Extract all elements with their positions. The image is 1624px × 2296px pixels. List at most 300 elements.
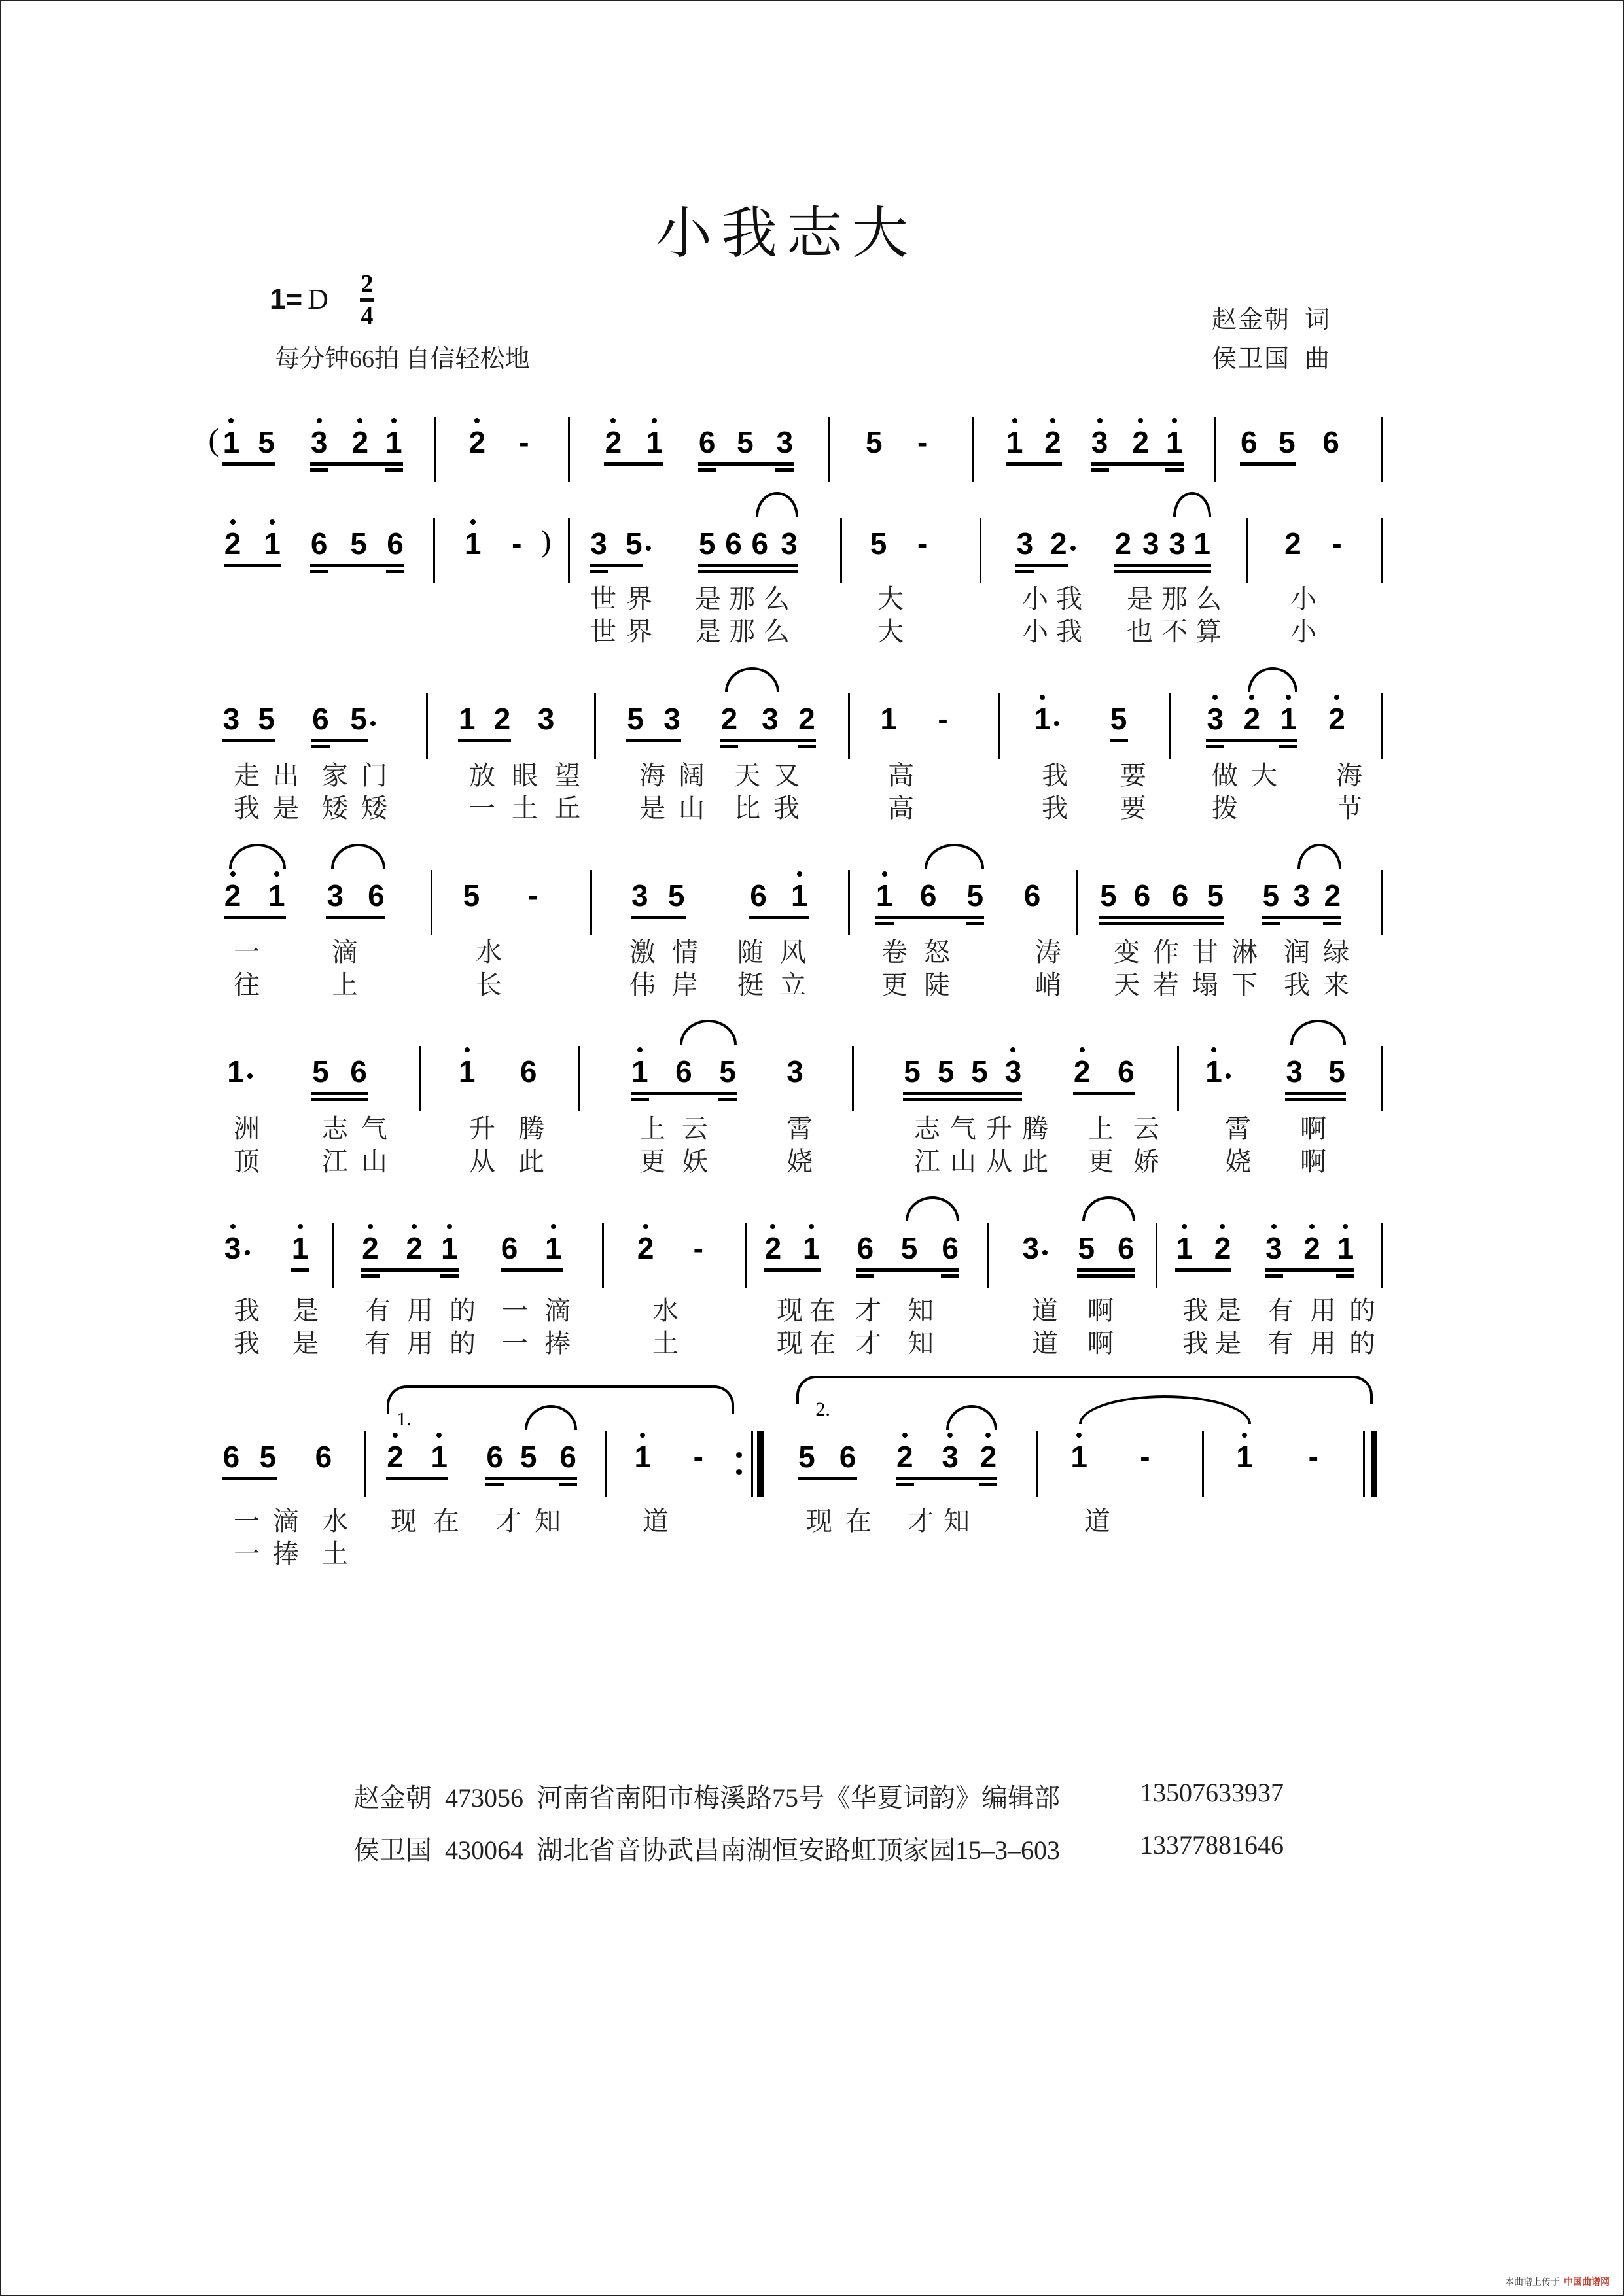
note: 5 <box>1262 878 1280 913</box>
octave-dot-icon <box>1249 695 1254 700</box>
note: 5 <box>904 1054 921 1088</box>
octave-dot-icon <box>1138 418 1143 423</box>
note: - <box>512 527 522 561</box>
octave-dot-icon <box>947 1433 953 1438</box>
lyric-verse-2: 陡 <box>924 970 950 1000</box>
underline-beam <box>224 564 281 567</box>
note: 5 <box>737 425 754 459</box>
tie-slur <box>1082 1196 1135 1221</box>
note: 1 <box>1165 425 1183 459</box>
note: 6 <box>1117 1054 1135 1088</box>
underline-beam <box>1114 564 1211 567</box>
barline <box>602 1223 604 1288</box>
barline <box>828 417 830 482</box>
note: 6 <box>222 1440 240 1474</box>
lyric-verse-2: 伟 <box>629 970 656 1000</box>
lyric-verse-1: 我 <box>1056 584 1082 614</box>
watermark-brand[interactable]: 中国曲谱网 <box>1564 2276 1610 2287</box>
underline-beam <box>222 739 275 742</box>
note: 2 <box>1284 527 1301 561</box>
underline-beam <box>386 1477 448 1480</box>
lyric-verse-2: 高 <box>888 793 914 823</box>
lyric-verse-1: 么 <box>1195 584 1222 614</box>
octave-dot-icon <box>1271 1224 1277 1229</box>
underline-beam <box>386 570 404 573</box>
barline <box>1202 1431 1204 1497</box>
note: 6 <box>350 1054 367 1088</box>
note: 6 <box>559 1440 576 1474</box>
note: 6 <box>486 1440 503 1474</box>
note: 1 <box>458 702 476 736</box>
underline-beam <box>903 1098 1022 1101</box>
lyric-verse-1: 阔 <box>679 761 705 790</box>
note: 3 <box>781 527 798 561</box>
note: 5 <box>259 1440 277 1474</box>
lyric-verse-2: 岸 <box>672 970 698 1000</box>
lyric-verse-1: 甘 <box>1192 937 1218 967</box>
lyric-verse-2: 是 <box>273 793 299 823</box>
tie-slur <box>1297 844 1341 869</box>
lyric-verse-1: 滴 <box>332 937 358 967</box>
note: 1 <box>544 1231 562 1265</box>
note: 5 <box>866 425 883 459</box>
underline-beam <box>798 1477 857 1480</box>
lyric-verse-1: 在 <box>809 1296 836 1325</box>
lyric-verse-2: 上 <box>332 970 358 1000</box>
tie-slur <box>331 844 385 869</box>
lyric-verse-2: 土 <box>512 793 538 823</box>
lyric-verse-1: 走 <box>234 761 260 790</box>
barline <box>1381 1223 1383 1288</box>
lyric-verse-1: 用 <box>1310 1296 1336 1325</box>
lyric-verse-1: 海 <box>639 761 665 790</box>
underline-beam <box>1262 916 1341 919</box>
lyric-verse-1: 那 <box>1161 584 1188 614</box>
lyric-verse-1: 的 <box>1349 1296 1375 1325</box>
note: 2 <box>493 702 511 736</box>
lyricist-name: 赵金朝 <box>1212 306 1291 334</box>
lyric-verse-2: 的 <box>450 1329 476 1358</box>
lyric-verse-1: 才 <box>855 1296 881 1325</box>
octave-dot-icon <box>1182 1224 1187 1229</box>
octave-dot-icon <box>1080 1047 1085 1052</box>
lyric-verse-1: 是 <box>292 1296 319 1325</box>
lyric-verse-1: 霄 <box>1225 1114 1251 1143</box>
composer-name: 侯卫国 <box>1212 345 1291 373</box>
note: 2 <box>224 527 241 561</box>
barline <box>332 1223 334 1288</box>
underline-beam <box>326 916 385 919</box>
lyric-verse-2: 我 <box>1284 970 1310 1000</box>
underline-beam <box>875 916 985 919</box>
barline <box>1381 518 1383 583</box>
lyric-verse-2: 下 <box>1231 970 1258 1000</box>
underline-beam <box>590 564 643 567</box>
lyric-verse-1: 么 <box>764 584 790 614</box>
octave-dot-icon <box>1211 1047 1216 1052</box>
underline-beam <box>485 1477 577 1480</box>
octave-dot-icon <box>797 871 802 877</box>
lyric-verse-1: 才 <box>908 1506 934 1536</box>
lyric-verse-2: 一 <box>234 1539 260 1569</box>
lyric-verse-1: 是 <box>695 584 721 614</box>
lyric-verse-2: 我 <box>773 793 800 823</box>
note: 2 <box>637 1231 654 1265</box>
underline-beam <box>631 1098 649 1101</box>
composer-credit <box>1212 338 1331 374</box>
underline-beam <box>1285 1098 1346 1101</box>
key-number: 1= <box>270 283 303 315</box>
barline <box>426 693 428 759</box>
note: 3 <box>776 425 794 459</box>
octave-dot-icon <box>228 418 234 423</box>
underline-beam <box>718 1098 737 1101</box>
lyric-verse-1: 大 <box>1251 761 1277 790</box>
note: 3 <box>1016 527 1034 561</box>
lyric-verse-2: 拨 <box>1212 793 1238 823</box>
underline-beam <box>1006 462 1062 466</box>
lyric-verse-1: 一 <box>234 1506 260 1536</box>
note: 5 <box>698 527 716 561</box>
contact-phone: 13507633937 <box>1140 1778 1284 1807</box>
lyric-verse-1: 道 <box>1032 1296 1058 1325</box>
octave-dot-icon <box>882 871 887 877</box>
note: 2 <box>1050 527 1067 561</box>
lyric-verse-2: 山 <box>679 793 705 823</box>
note: 5 <box>626 527 643 561</box>
note: 2 <box>1243 702 1261 736</box>
lyric-verse-2: 道 <box>1032 1329 1058 1358</box>
lyric-verse-2: 若 <box>1153 970 1179 1000</box>
underline-beam <box>311 745 330 748</box>
octave-dot-icon <box>1076 1433 1082 1438</box>
lyricist-credit <box>1212 299 1331 335</box>
contact-address: 湖北省音协武昌南湖恒安路虹顶家园15–3–603 <box>537 1835 1060 1865</box>
lyric-verse-1: 风 <box>780 937 806 967</box>
note: 6 <box>675 1054 692 1088</box>
underline-beam <box>631 1092 737 1095</box>
note: 6 <box>750 878 767 913</box>
note: 3 <box>942 1440 959 1474</box>
lyric-verse-1: 在 <box>845 1506 872 1536</box>
lyric-verse-2: 长 <box>476 970 502 1000</box>
lyric-verse-1: 气 <box>361 1114 387 1143</box>
note: 5 <box>350 702 367 736</box>
lyric-verse-1: 作 <box>1153 937 1179 967</box>
lyric-verse-2: 捧 <box>544 1329 571 1358</box>
contact-postcode: 473056 <box>445 1783 523 1813</box>
lyric-verse-2: 世 <box>590 617 616 646</box>
lyric-verse-1: 滴 <box>273 1506 299 1536</box>
note: 2 <box>1303 1231 1320 1265</box>
note: 3 <box>310 425 328 459</box>
note: 5 <box>1207 878 1224 913</box>
octave-dot-icon <box>317 418 322 423</box>
lyric-verse-1: 升 <box>986 1114 1012 1143</box>
underline-beam <box>1099 916 1224 919</box>
note: - <box>693 1231 703 1265</box>
lyric-verse-2: 节 <box>1336 793 1362 823</box>
lyric-verse-1: 要 <box>1120 761 1146 790</box>
lyric-verse-2: 要 <box>1120 793 1146 823</box>
note: 6 <box>520 1054 537 1088</box>
note: 6 <box>310 527 328 561</box>
underline-beam <box>720 739 816 742</box>
barline <box>1076 870 1078 935</box>
lyric-verse-2: 娆 <box>786 1147 813 1176</box>
barline <box>852 1046 854 1111</box>
lyric-verse-2: 也 <box>1127 617 1153 646</box>
lyric-verse-2: 从 <box>986 1147 1012 1176</box>
note: 6 <box>942 1231 959 1265</box>
octave-dot-icon <box>436 1433 442 1438</box>
augmentation-dot-icon <box>1070 546 1076 551</box>
barline <box>1381 417 1383 482</box>
lyric-verse-1: 水 <box>652 1296 679 1325</box>
octave-dot-icon <box>652 418 657 423</box>
note: 6 <box>751 527 769 561</box>
lyric-verse-2: 知 <box>908 1329 934 1358</box>
octave-dot-icon <box>1012 418 1017 423</box>
lyric-verse-1: 大 <box>877 584 904 614</box>
lyric-verse-1: 道 <box>643 1506 669 1536</box>
barline <box>605 1431 607 1497</box>
lyric-verse-1: 激 <box>629 937 656 967</box>
open-paren: ( <box>208 423 219 457</box>
lyric-verse-1: 志 <box>914 1114 940 1143</box>
lyric-verse-1: 海 <box>1336 761 1362 790</box>
lyric-verse-2: 江 <box>914 1147 940 1176</box>
underline-beam <box>361 1274 380 1278</box>
note: 3 <box>786 1054 803 1088</box>
lyric-verse-2: 土 <box>322 1539 348 1569</box>
underline-beam <box>1091 462 1184 466</box>
octave-dot-icon <box>368 1224 373 1229</box>
volta-2-bracket <box>796 1376 1373 1404</box>
underline-beam <box>798 745 816 748</box>
underline-beam <box>604 462 663 466</box>
note: 2 <box>362 1231 379 1265</box>
lyric-verse-1: 知 <box>908 1296 934 1325</box>
lyric-verse-2: 是 <box>695 617 721 646</box>
lyric-verse-1: 世 <box>590 584 616 614</box>
barline <box>419 1046 421 1111</box>
underline-beam <box>311 1098 368 1101</box>
lyric-verse-2: 是 <box>1215 1329 1241 1358</box>
octave-dot-icon <box>230 871 236 877</box>
note: 3 <box>1091 425 1108 459</box>
note: 6 <box>856 1231 874 1265</box>
lyric-verse-2: 立 <box>780 970 806 1000</box>
underline-beam <box>896 1483 914 1486</box>
note: 6 <box>1171 878 1189 913</box>
underline-beam <box>856 1268 959 1272</box>
underline-beam <box>311 1092 368 1095</box>
note: 2 <box>468 425 486 459</box>
augmentation-dot-icon <box>646 546 651 551</box>
lyric-verse-2: 娇 <box>1133 1147 1159 1176</box>
lyric-verse-1: 那 <box>729 584 755 614</box>
note: 6 <box>698 425 716 459</box>
underline-beam <box>1279 745 1297 748</box>
note: 2 <box>798 702 815 736</box>
lyric-verse-2: 在 <box>809 1329 836 1358</box>
lyric-verse-1: 卷 <box>881 937 908 967</box>
lyric-verse-2: 天 <box>1114 970 1140 1000</box>
lyric-verse-1: 我 <box>234 1296 260 1325</box>
underline-beam <box>896 1477 998 1480</box>
lyric-verse-1: 云 <box>1133 1114 1159 1143</box>
note: 5 <box>520 1440 537 1474</box>
note: 5 <box>870 527 887 561</box>
lyric-verse-1: 用 <box>407 1296 433 1325</box>
note: 2 <box>387 1440 404 1474</box>
lyric-verse-2: 丘 <box>554 793 580 823</box>
note: 3 <box>631 878 648 913</box>
note: 1 <box>631 1054 648 1088</box>
lyric-verse-1: 眼 <box>512 761 538 790</box>
lyric-verse-2: 么 <box>764 617 790 646</box>
octave-dot-icon <box>1172 418 1177 423</box>
note: 1 <box>802 1231 820 1265</box>
lyric-verse-1: 滴 <box>544 1296 571 1325</box>
tie-slur <box>906 1196 960 1221</box>
contact-phone: 13377881646 <box>1140 1830 1284 1860</box>
note: 6 <box>1117 1231 1135 1265</box>
lyric-verse-1: 情 <box>672 937 698 967</box>
note: 2 <box>1214 1231 1231 1265</box>
note: 5 <box>971 1054 988 1088</box>
time-sig-bottom: 4 <box>361 302 374 330</box>
lyric-verse-1: 知 <box>944 1506 970 1536</box>
underline-beam <box>310 468 328 472</box>
barline <box>980 518 981 583</box>
lyric-verse-2: 那 <box>729 617 755 646</box>
lyric-verse-1: 啊 <box>1300 1114 1326 1143</box>
augmentation-dot-icon <box>1226 1073 1231 1079</box>
lyric-verse-1: 小 <box>1290 584 1316 614</box>
lyric-verse-1: 的 <box>450 1296 476 1325</box>
note: 3 <box>1004 1054 1022 1088</box>
underline-beam <box>856 1274 874 1278</box>
lyric-verse-1: 志 <box>322 1114 348 1143</box>
note: 5 <box>719 1054 736 1088</box>
note: - <box>917 527 928 561</box>
note: 2 <box>1044 425 1061 459</box>
underline-beam <box>361 1268 459 1272</box>
lyric-verse-1: 出 <box>273 761 299 790</box>
octave-dot-icon <box>1220 1224 1225 1229</box>
note: - <box>1308 1440 1318 1474</box>
time-sig-bar <box>360 298 374 302</box>
lyric-verse-2: 啊 <box>1300 1147 1326 1176</box>
note: 1 <box>222 425 240 459</box>
underline-beam <box>458 739 512 742</box>
lyric-verse-1: 在 <box>433 1506 459 1536</box>
lyric-verse-2: 此 <box>1022 1147 1048 1176</box>
lyric-verse-1: 怒 <box>924 937 950 967</box>
note: 2 <box>1324 878 1341 913</box>
lyric-verse-2: 界 <box>626 617 652 646</box>
repeat-dot-icon <box>736 1452 742 1458</box>
underline-beam <box>222 1477 277 1480</box>
note: - <box>1140 1440 1150 1474</box>
note: 6 <box>919 878 937 913</box>
underline-beam <box>626 739 681 742</box>
octave-dot-icon <box>474 418 480 423</box>
lyric-verse-2: 从 <box>469 1147 495 1176</box>
lyric-verse-1: 变 <box>1114 937 1140 967</box>
octave-dot-icon <box>551 1224 556 1229</box>
composer-role: 曲 <box>1305 345 1332 373</box>
octave-dot-icon <box>1010 1047 1015 1052</box>
final-barline <box>1371 1431 1377 1497</box>
note: 1 <box>268 878 285 913</box>
octave-dot-icon <box>770 1224 775 1229</box>
lyric-verse-1: 淋 <box>1231 937 1258 967</box>
lyric-verse-2: 有 <box>1267 1329 1294 1358</box>
note: 5 <box>900 1231 918 1265</box>
note: 2 <box>764 1231 782 1265</box>
lyric-verse-1: 天 <box>734 761 760 790</box>
underline-beam <box>764 1268 820 1272</box>
octave-dot-icon <box>637 1047 643 1052</box>
underline-beam <box>966 922 984 925</box>
note: 5 <box>312 1054 329 1088</box>
underline-beam <box>1015 564 1067 567</box>
octave-dot-icon <box>1040 695 1045 700</box>
lyric-verse-2: 的 <box>1349 1329 1375 1358</box>
lyric-verse-1: 又 <box>773 761 800 790</box>
lyric-verse-2: 用 <box>407 1329 433 1358</box>
tie-slur <box>725 667 779 692</box>
barline <box>590 870 592 935</box>
barline <box>1214 417 1216 482</box>
underline-beam <box>698 462 794 466</box>
lyric-verse-1: 随 <box>737 937 764 967</box>
underline-beam <box>1175 1268 1231 1272</box>
lyric-verse-1: 现 <box>806 1506 832 1536</box>
lyric-verse-2: 大 <box>877 617 904 646</box>
tie-slur <box>1173 492 1211 517</box>
underline-beam <box>1336 1274 1354 1278</box>
note: 6 <box>312 702 329 736</box>
contact-postcode: 430064 <box>445 1835 523 1865</box>
lyric-verse-1: 才 <box>495 1506 521 1536</box>
note: 5 <box>1078 1231 1095 1265</box>
lyric-verse-2: 我 <box>234 793 260 823</box>
note: 3 <box>1169 527 1186 561</box>
note: 2 <box>1132 425 1149 459</box>
lyric-verse-2: 山 <box>361 1147 387 1176</box>
note: 6 <box>315 1440 332 1474</box>
lyric-verse-1: 有 <box>364 1296 391 1325</box>
lyric-verse-2: 不 <box>1161 617 1188 646</box>
upload-watermark <box>1505 2275 1610 2288</box>
underline-beam <box>224 916 286 919</box>
tie-slur <box>229 844 286 869</box>
barline <box>1381 870 1383 935</box>
underline-beam <box>1240 462 1296 466</box>
lyric-verse-1: 界 <box>626 584 652 614</box>
note: 1 <box>790 878 808 913</box>
lyric-verse-1: 小 <box>1022 584 1048 614</box>
note: 1 <box>264 527 281 561</box>
barline <box>578 1046 580 1111</box>
note: 2 <box>605 425 622 459</box>
underline-beam <box>698 570 798 573</box>
note: - <box>917 425 928 459</box>
